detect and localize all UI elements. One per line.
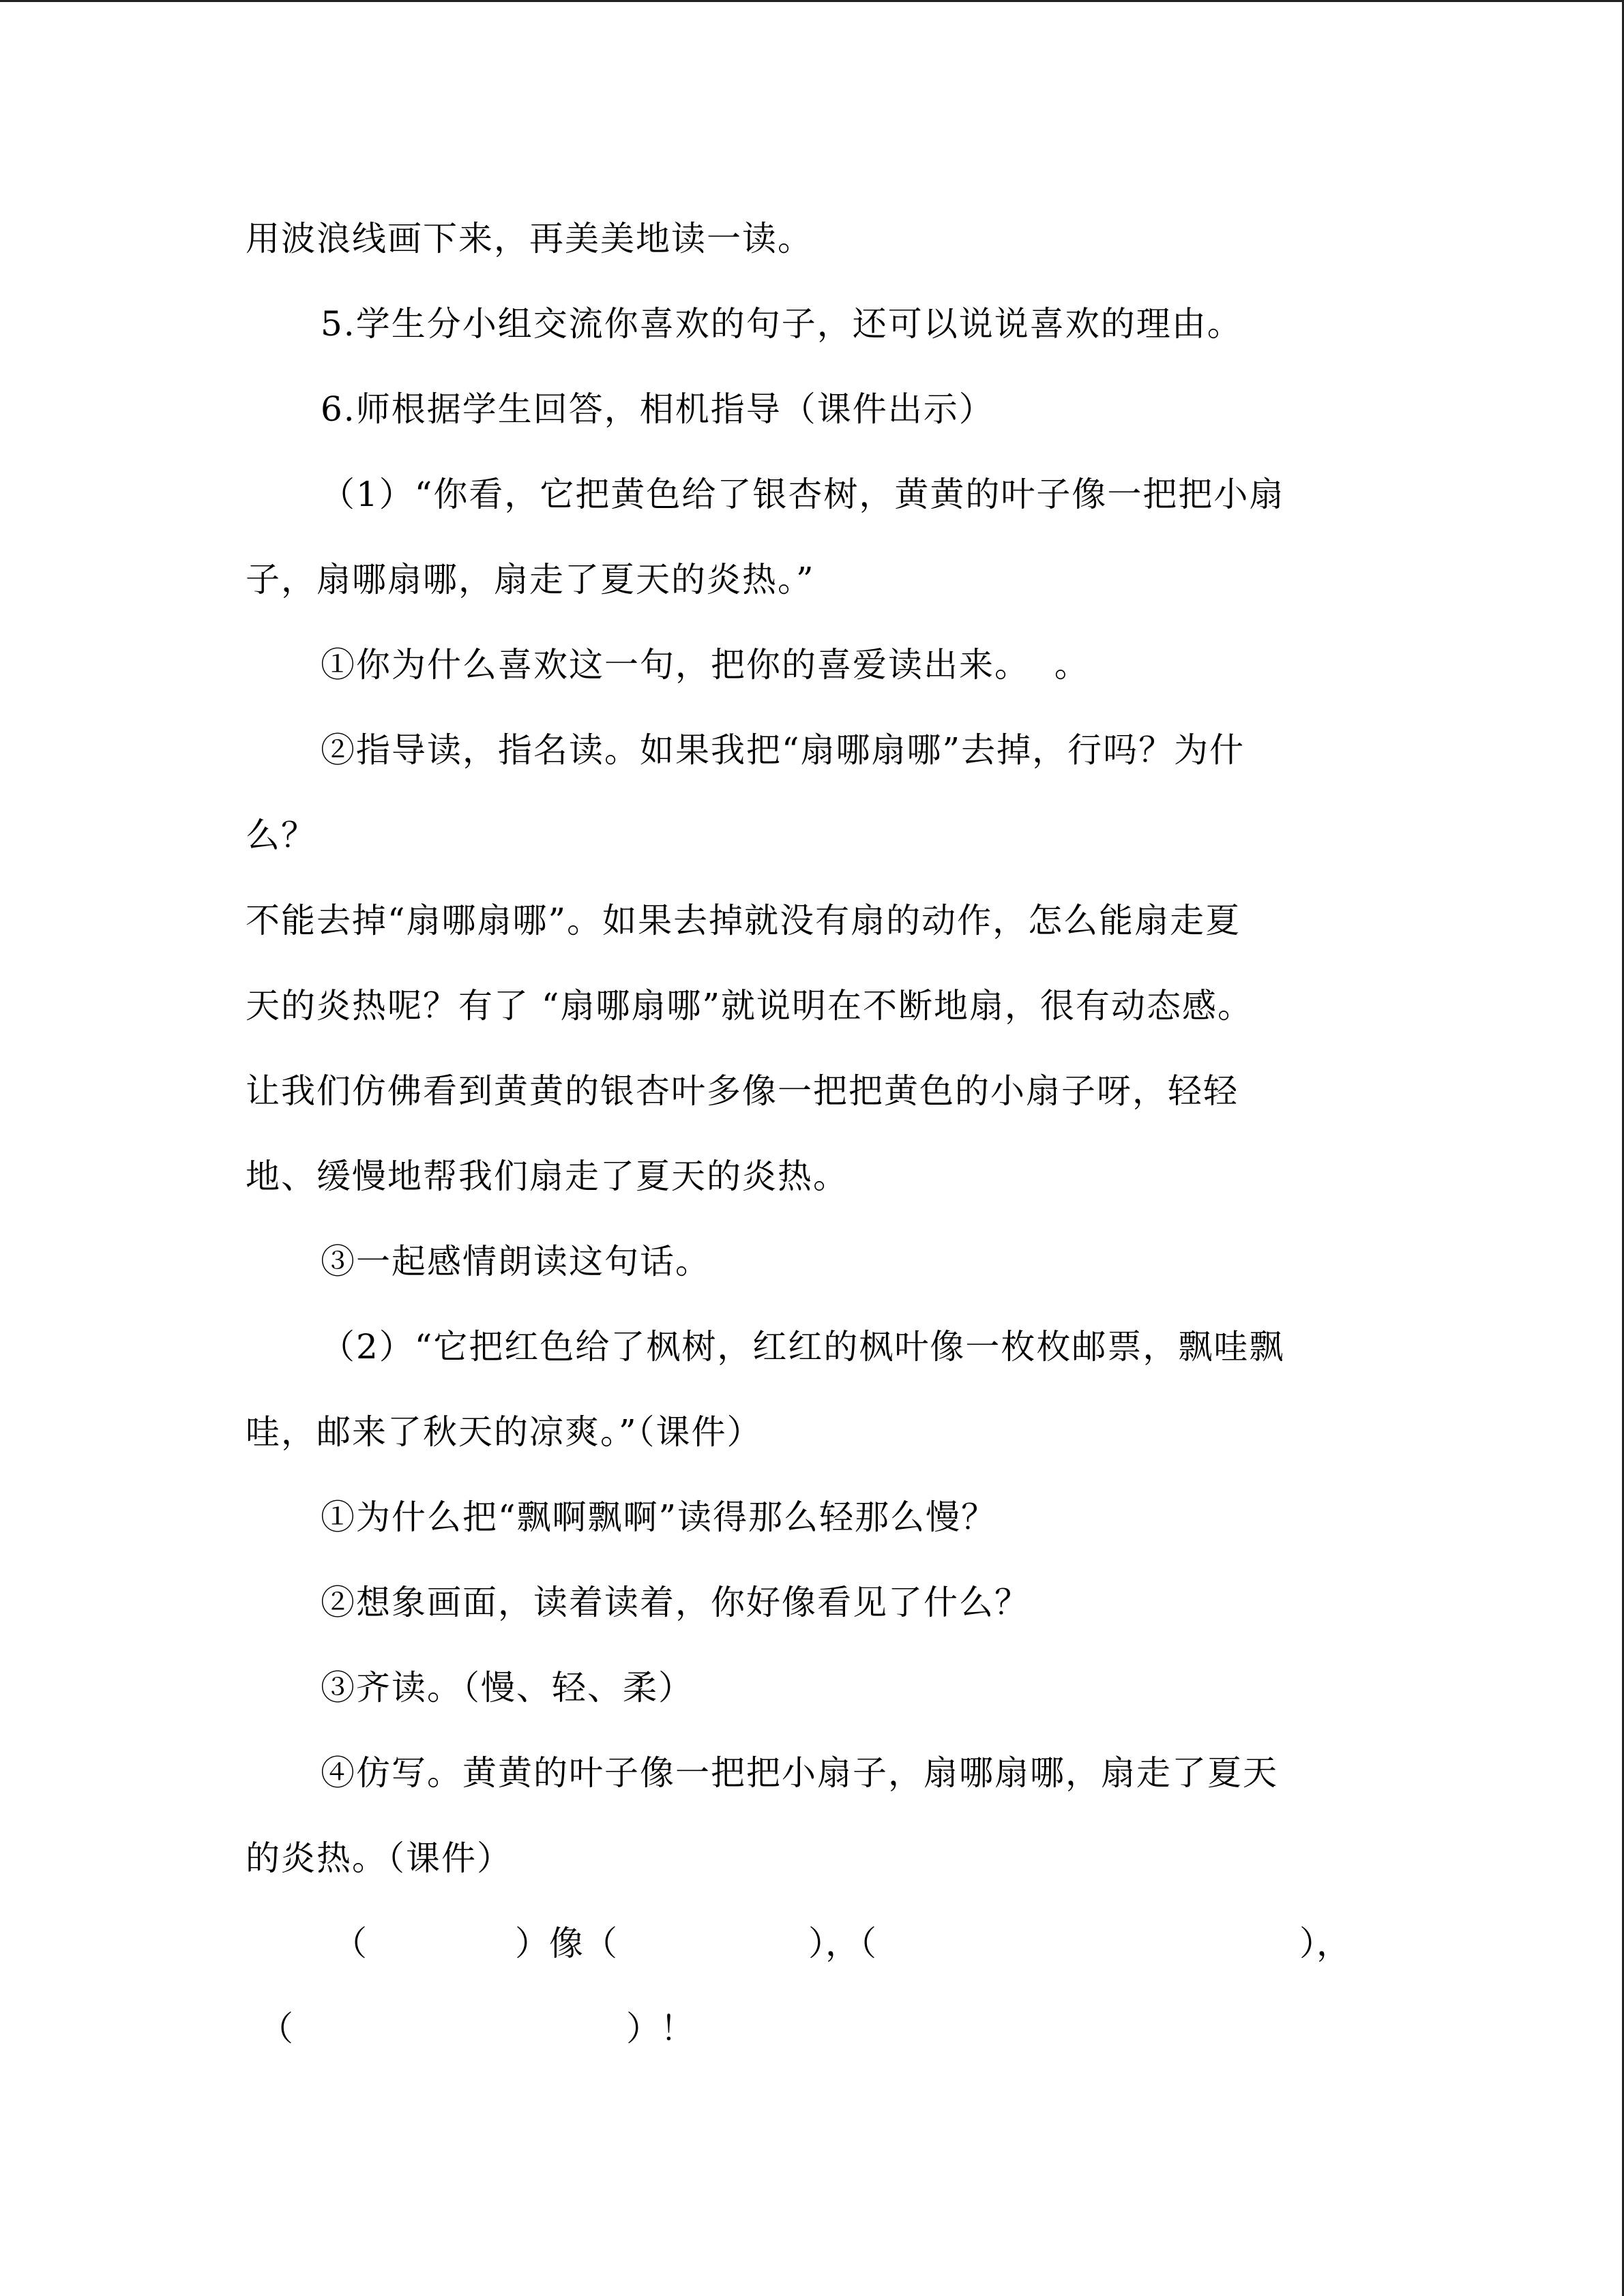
- text-line: ①你为什么喜欢这一句，把你的喜爱读出来。 。: [321, 645, 1090, 685]
- blank-paren-open: （: [333, 1924, 367, 1963]
- text-line: ③齐读。（慢、轻、柔）: [321, 1668, 694, 1708]
- blank-paren-close-like: ）像（: [515, 1924, 617, 1963]
- text-line: 地、缓慢地帮我们扇走了夏天的炎热。: [246, 1157, 848, 1196]
- text-line: ④仿写。黄黄的叶子像一把把小扇子，扇哪扇哪，扇走了夏天: [321, 1753, 1278, 1793]
- blank-paren-open: （: [259, 2009, 293, 2048]
- text-line: 么？: [246, 816, 316, 855]
- text-line: 哇，邮来了秋天的凉爽。”（课件）: [246, 1412, 763, 1452]
- text-line: （2）“它把红色给了枫树，红红的枫叶像一枚枚邮票，飘哇飘: [321, 1327, 1285, 1367]
- blank-paren-close-comma: ），: [1299, 1924, 1350, 1963]
- blank-paren-close-exclaim: ）！: [626, 2009, 694, 2048]
- text-line: 6.师根据学生回答，相机指导（课件出示）: [321, 389, 994, 429]
- blank-paren-close-comma: ），（: [808, 1924, 876, 1963]
- text-line: 用波浪线画下来，再美美地读一读。: [246, 219, 813, 258]
- text-line: 天的炎热呢？有了 “扇哪扇哪”就说明在不断地扇，很有动态感。: [246, 986, 1254, 1026]
- text-line: 不能去掉“扇哪扇哪”。如果去掉就没有扇的动作，怎么能扇走夏: [246, 901, 1241, 940]
- text-line: ②指导读，指名读。如果我把“扇哪扇哪”去掉，行吗？为什: [321, 730, 1245, 770]
- text-line: 的炎热。（课件）: [246, 1838, 512, 1878]
- text-line: 子，扇哪扇哪，扇走了夏天的炎热。”: [246, 560, 815, 599]
- text-line: ②想象画面，读着读着，你好像看见了什么？: [321, 1583, 1030, 1622]
- text-line: ③一起感情朗读这句话。: [321, 1242, 711, 1281]
- text-line: ①为什么把“飘啊飘啊”读得那么轻那么慢？: [321, 1497, 997, 1537]
- text-line: 让我们仿佛看到黄黄的银杏叶多像一把把黄色的小扇子呀，轻轻: [246, 1071, 1239, 1111]
- text-line: （1）“你看，它把黄色给了银杏树，黄黄的叶子像一把把小扇: [321, 475, 1285, 514]
- text-line: 5.学生分小组交流你喜欢的句子，还可以说说喜欢的理由。: [321, 304, 1243, 344]
